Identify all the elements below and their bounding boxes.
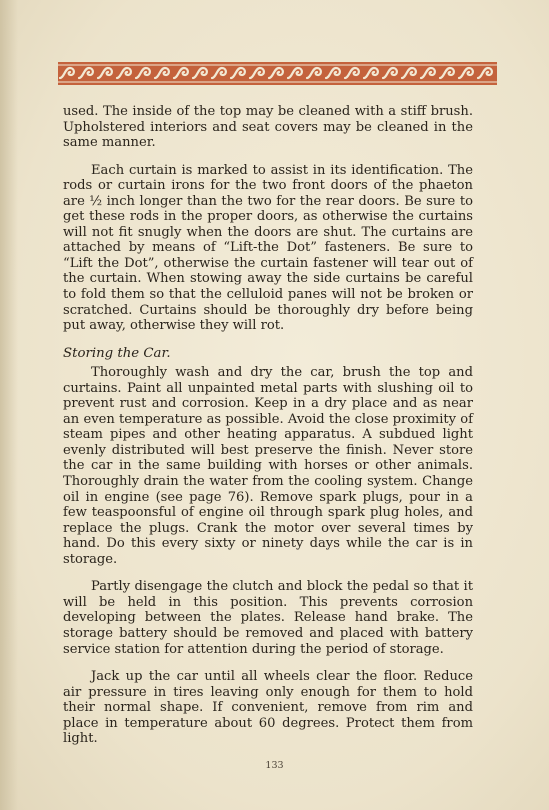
page-gutter-shadow <box>0 0 18 810</box>
body-text <box>63 104 473 759</box>
page-number: 133 <box>265 760 284 771</box>
paragraph-curtains: Each curtain is marked to assist in its identification. The rods or curtain irons for the two front doors of the phaeton are ½ inch longer than the two for the rear doors. Be sure to get these rods in the proper doors, as otherwise the curtains will not fit snugly when the doors are shut. The curtains are attached by means of “Lift-the Dot” fasteners. Be sure to “Lift the Dot”, otherwise the curtain fastener will tear out of the curtain. When stowing away the side curtains be careful to fold them so that the celluloid panes will not be broken or scratched. Curtains should be thoroughly dry before being put away, otherwise they will rot. <box>63 162 473 334</box>
section-heading-storing: Storing the Car. <box>63 345 171 361</box>
paragraph-storage-prep: Thoroughly wash and dry the car, brush the top and curtains. Paint all unpainted metal parts with slushing oil to prevent rust and corrosion. Keep in a dry place and as near an even temperature as possible. Avoid the close proximity of steam pipes and other heating apparatus. A subdued light evenly distributed will best preserve the finish. Never store the car in the same building with horses or other animals. Thoroughly drain the water from the cooling system. Change oil in engine (see page 76). Remove spark plugs, pour in a few teaspoonsful of engine oil through spark plug holes, and replace the plugs. Crank the motor over several times by hand. Do this every sixty or ninety days while the car is in storage. <box>63 365 473 567</box>
paragraph-clutch-battery: Partly disengage the clutch and block the pedal so that it will be held in this position. This prevents corrosion developing between the plates. Release hand brake. The storage battery should be removed and placed with battery service station for attention during the period of storage. <box>63 579 473 657</box>
paragraph-cleaning-top: used. The inside of the top may be cleaned with a stiff brush. Upholstered interiors and seat covers may be cleaned in the same manner. <box>63 104 473 151</box>
paragraph-tires: Jack up the car until all wheels clear the floor. Reduce air pressure in tires leaving only enough for them to hold their normal shape. If convenient, remove from rim and place in temperature about 60 degrees. Protect them from light. <box>63 669 473 747</box>
decorative-wave-border <box>58 62 497 85</box>
